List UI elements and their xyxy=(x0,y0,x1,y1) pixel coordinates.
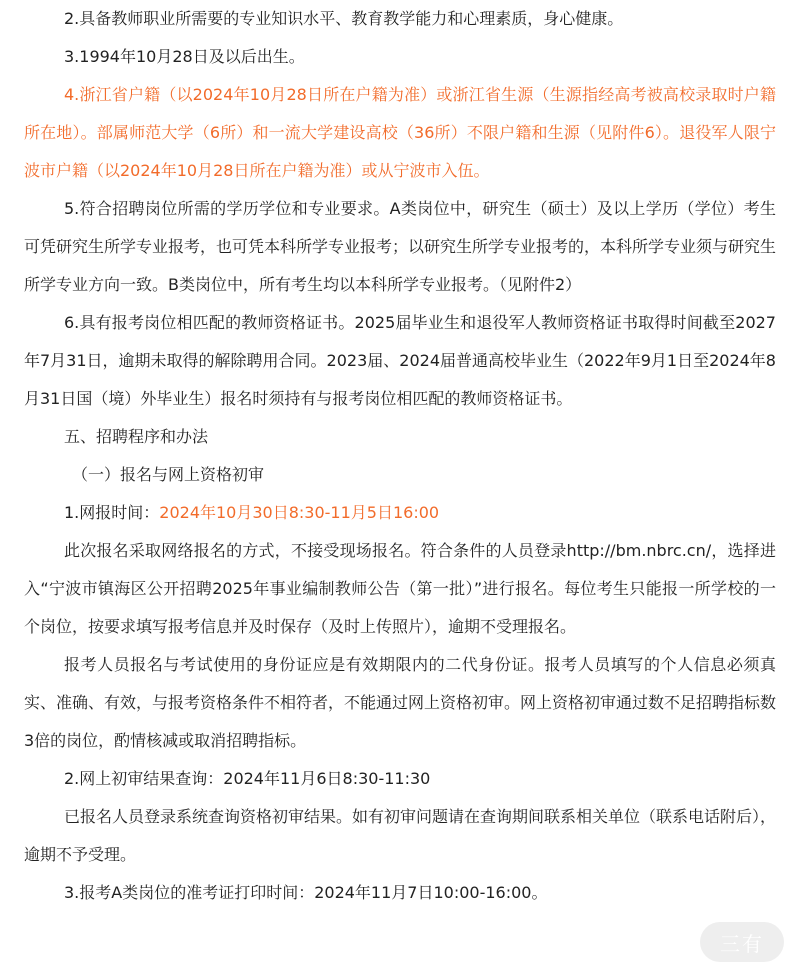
requirement-4 xyxy=(24,76,776,190)
registration-time-value: 2024年10月30日8:30-11月5日16:00 xyxy=(159,503,440,522)
floating-menu-button[interactable]: 三有 xyxy=(700,922,784,962)
requirement-6: 6.具有报考岗位相匹配的教师资格证书。2025届毕业生和退役军人教师资格证书取得时间截至2027年7月31日，逾期未取得的解除聘用合同。2023届、2024届普通高校毕业生（2022年9月1日至2024年8月31日国（境）外毕业生）报名时须持有与报考岗位相匹配的教师资格证书。 xyxy=(24,313,776,408)
id-requirement: 报考人员报名与考试使用的身份证应是有效期限内的二代身份证。报考人员填写的个人信息必须真实、准确、有效，与报考资格条件不相符者，不能通过网上资格初审。网上资格初审通过数不足招聘指标数3倍的岗位，酌情核减或取消招聘指标。 xyxy=(24,655,777,750)
section-heading-5: 五、招聘程序和办法 xyxy=(64,427,209,446)
registration-time xyxy=(24,494,776,532)
requirement-4-highlight: 浙江省户籍（以2024年10月28日所在户籍为准）或浙江省生源（生源指经高考被高校录取时户籍所在地）。部属师范大学（6所）和一流大学建设高校（36所）不限户籍和生源（见附件6）。退役军人限宁波市户籍（以2024年10月28日所在户籍为准）或从宁波市入伍。 xyxy=(24,85,776,180)
requirement-2: 2.具备教师职业所需要的专业知识水平、教育教学能力和心理素质，身心健康。 xyxy=(64,9,624,28)
registration-time-label: 1.网报时间： xyxy=(64,503,160,522)
requirement-5: 5.符合招聘岗位所需的学历学位和专业要求。A类岗位中，研究生（硕士）及以上学历（学位）考生可凭研究生所学专业报考，也可凭本科所学专业报考；以研究生所学专业报考的，本科所学专业须与研究生所学专业方向一致。B类岗位中，所有考生均以本科所学专业报考。（见附件2） xyxy=(24,199,777,294)
sub-heading-registration: （一）报名与网上资格初审 xyxy=(72,465,265,484)
requirement-4-prefix: 4. xyxy=(64,85,80,104)
registration-method: 此次报名采取网络报名的方式，不接受现场报名。符合条件的人员登录http://bm.nbrc.cn/，选择进入“宁波市镇海区公开招聘2025年事业编制教师公告（第一批）”进行报名。每位考生只能报一所学校的一个岗位，按要求填写报考信息并及时保存（及时上传照片），逾期不受理报名。 xyxy=(24,541,776,636)
requirement-3: 3.1994年10月28日及以后出生。 xyxy=(64,47,305,66)
print-time: 3.报考A类岗位的准考证打印时间：2024年11月7日10:00-16:00。 xyxy=(64,883,548,902)
check-result-desc: 已报名人员登录系统查询资格初审结果。如有初审问题请在查询期间联系相关单位（联系电话附后），逾期不予受理。 xyxy=(24,807,777,864)
check-result-time: 2.网上初审结果查询：2024年11月6日8:30-11:30 xyxy=(64,769,431,788)
